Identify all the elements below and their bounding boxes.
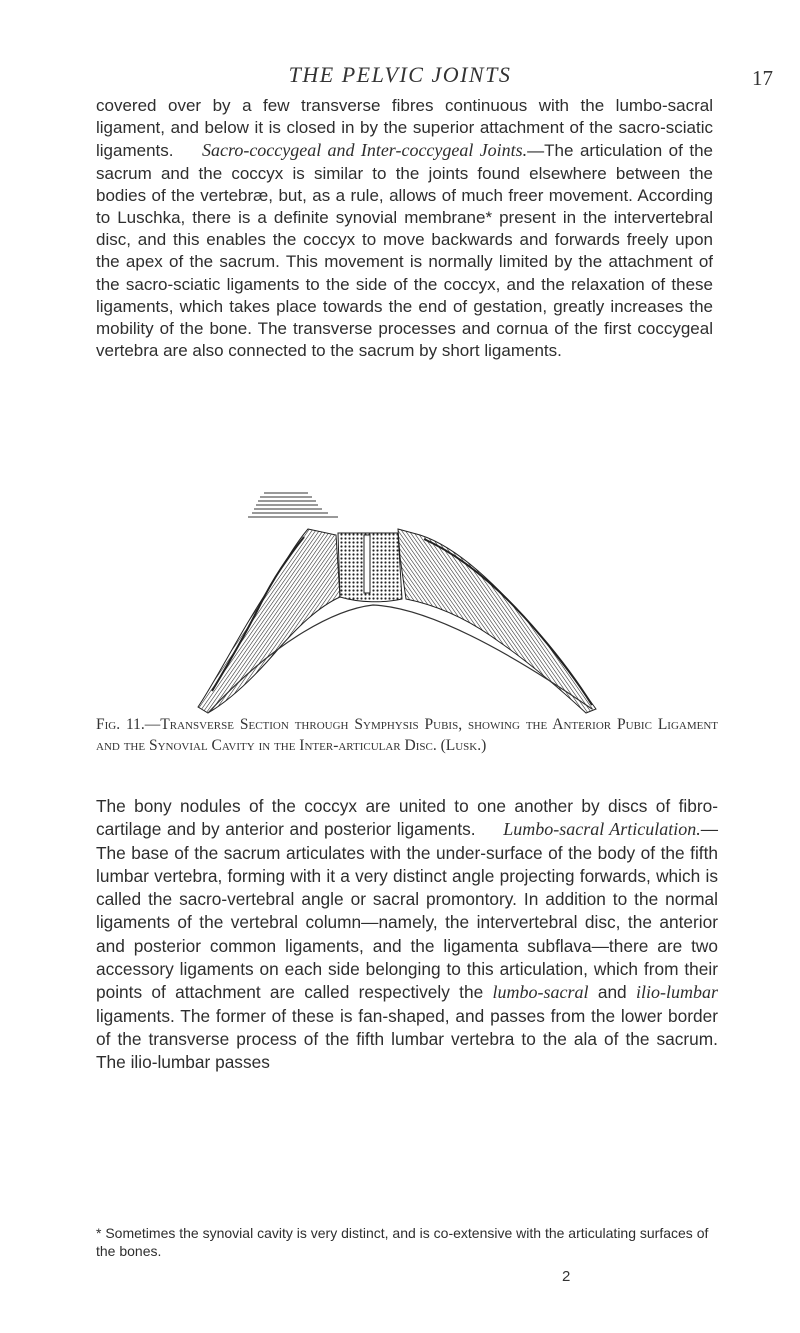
symphysis-pubis-illustration <box>188 477 618 715</box>
paragraph-lumbo-sacral <box>96 795 718 1075</box>
section-heading-lumbo-sacral: Lumbo-sacral Articulation. <box>503 819 701 840</box>
paragraph-text: covered over by a few transverse fibres continuous with the lumbo-sacral ligament, and below it is closed in by the superior attachment of the sacro-sciatic ligaments. <box>96 96 713 161</box>
paragraph-text: —The articulation of the sacrum and the coccyx is similar to the joints found elsewhere between the bodies of the vertebræ, but, as a rule, allows of much freer movement. According to Luschka, there is a definite synovial membrane* present in the intervertebral disc, and this enables the coccyx to move backwards and forwards freely upon the apex of the sacrum. This movement is normally limited by the attachment of the sacro-sciatic ligaments to the side of the coccyx, and the relaxation of these ligaments, which takes place towards the end of gestation, greatly increases the mobility of the bone. The transverse processes and cornua of the first coccygeal vertebra are also connected to the sacrum by short ligaments. <box>96 141 713 361</box>
signature-mark: 2 <box>562 1268 571 1285</box>
paragraph-text: —The base of the sacrum articulates with the under-surface of the body of the fifth lumbar vertebra, forming with it a very distinct angle projecting forwards, which is called the sacro-vertebral angle or sacral promontory. In addition to the normal ligaments of the vertebral column—namely, the intervertebral disc, the anterior and posterior common ligaments, and the ligamenta subflava—there are two accessory ligaments on each side belonging to this articulation, which from their points of attachment are called respectively the <box>96 819 718 1003</box>
paragraph-text: and <box>597 982 627 1003</box>
synovial-cavity <box>364 535 370 593</box>
paragraph-sacro-coccygeal <box>96 95 713 362</box>
figure-caption: Fig. 11.—Transverse Section through Symphysis Pubis, showing the Anterior Pubic Ligament and the Synovial Cavity in the Inter-articular Disc. (Lusk.) <box>96 716 718 754</box>
paragraph-text: The bony nodules of the coccyx are united to one another by discs of fibro-cartilage and by anterior and posterior ligaments. <box>96 796 718 840</box>
term-lumbo-sacral: lumbo-sacral <box>492 982 589 1003</box>
page-number: 17 <box>752 66 773 90</box>
paragraph-text: ligaments. The former of these is fan-shaped, and passes from the lower border of the transverse process of the fifth lumbar vertebra to the ala of the sacrum. The ilio-lumbar passes <box>96 1005 718 1073</box>
left-pubic-bone <box>198 529 340 713</box>
right-pubic-bone <box>398 529 596 713</box>
term-ilio-lumbar: ilio-lumbar <box>635 982 718 1003</box>
anterior-pubic-ligament <box>248 493 338 517</box>
running-title: THE PELVIC JOINTS <box>288 62 512 87</box>
footnote: * Sometimes the synovial cavity is very distinct, and is co-extensive with the articulating surfaces of the bones. <box>96 1225 709 1259</box>
section-heading-sacro-coccygeal: Sacro-coccygeal and Inter-coccygeal Joints. <box>202 140 528 161</box>
